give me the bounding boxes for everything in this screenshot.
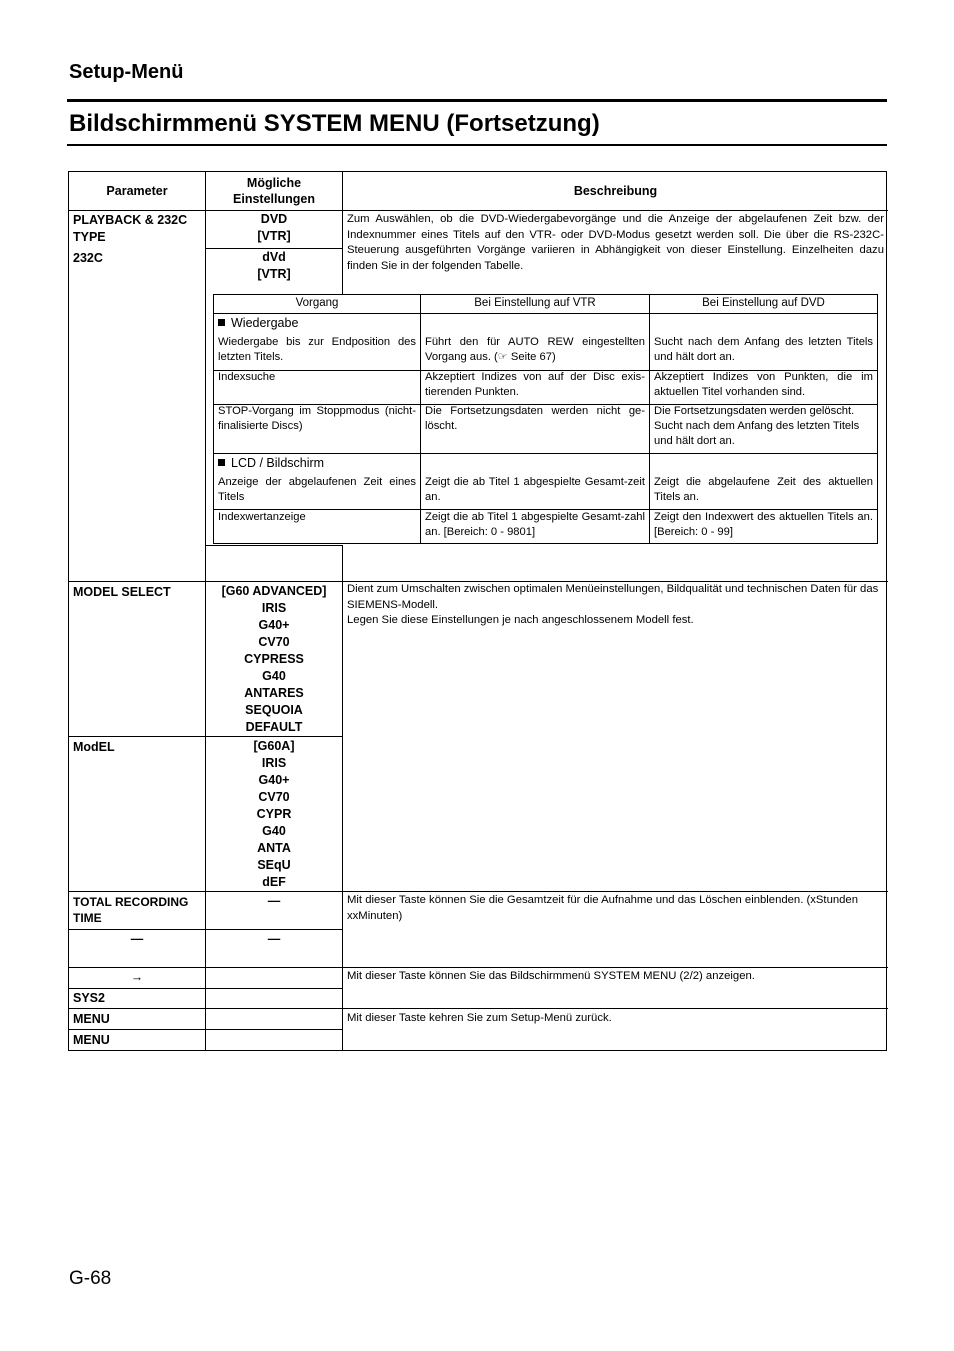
subheader-vtr: Bei Einstellung auf VTR xyxy=(474,297,596,309)
setting-option: DVD xyxy=(260,212,288,226)
desc-line: Dient zum Umschalten zwischen optimalen Menüeinstellungen, Bildqualität und technischen Daten für das SIEMENS-Modell. xyxy=(347,583,879,611)
dvd-cell: Zeigt die abgelaufene Zeit des aktuellen Titels an. xyxy=(654,476,873,503)
header-settings: Mögliche Einstellungen xyxy=(233,176,315,206)
param-menu-2: MENU xyxy=(73,1033,110,1047)
setting-option: ANTA xyxy=(257,841,291,855)
setting-option: dEF xyxy=(262,875,286,889)
vtr-cell: Zeigt die ab Titel 1 abgespielte Gesamt-zeit an. xyxy=(425,476,645,503)
page-number: G-68 xyxy=(69,1268,112,1289)
group-lcd-label: LCD / Bildschirm xyxy=(231,456,325,470)
setting-option: CV70 xyxy=(258,635,290,649)
param-model: ModEL xyxy=(73,740,115,754)
settings-dash: — xyxy=(267,932,281,946)
setting-option: [G60 ADVANCED] xyxy=(221,584,327,598)
vtr-cell: Führt den für AUTO REW eingestellten Vorgang aus. (☞ Seite 67) xyxy=(425,336,645,363)
setting-option: G40+ xyxy=(258,618,290,632)
group-lcd xyxy=(214,455,420,471)
param-232c: 232C xyxy=(73,251,103,265)
setting-option: SEQUOIA xyxy=(245,703,303,717)
desc-model-select xyxy=(343,580,888,631)
settings-232c xyxy=(206,248,342,283)
subheader-operation: Vorgang xyxy=(295,297,339,309)
square-bullet-icon xyxy=(218,459,225,466)
param-total-recording-time: TOTAL RECORDING TIME xyxy=(73,895,189,925)
settings-playback xyxy=(206,210,342,245)
setting-option: CYPRESS xyxy=(244,652,304,666)
setting-option: CYPR xyxy=(256,807,292,821)
op-cell: Indexwertanzeige xyxy=(218,511,306,523)
op-cell: Indexsuche xyxy=(218,371,276,383)
param-sys2: SYS2 xyxy=(73,991,105,1005)
page-title: Bildschirmmenü SYSTEM MENU (Fortsetzung) xyxy=(69,110,600,137)
header-parameter: Parameter xyxy=(106,183,168,198)
desc-line: Legen Sie diese Einstellungen je nach angeschlossenem Modell fest. xyxy=(347,614,694,626)
op-cell: Anzeige der abgelaufenen Zeit eines Titels xyxy=(218,476,416,503)
vtr-dvd-behavior-table xyxy=(213,294,878,544)
vtr-cell: Zeigt die ab Titel 1 abgespielte Gesamt-zahl an. [Bereich: 0 - 9801] xyxy=(425,511,645,538)
setting-option: CV70 xyxy=(258,790,290,804)
setting-option: G40 xyxy=(262,824,286,838)
dvd-cell: Die Fortsetzungsdaten werden gelöscht. Sucht nach dem Anfang des letzten Titels und hält dort an. xyxy=(654,405,860,447)
dvd-cell: Sucht nach dem Anfang des letzten Titels und hält dort an. xyxy=(654,336,873,363)
param-menu: MENU xyxy=(73,1012,110,1026)
dvd-cell: Akzeptiert Indizes von Punkten, die im aktuellen Titel vorhanden sind. xyxy=(654,371,873,398)
desc-total-recording-time: Mit dieser Taste können Sie die Gesamtzeit für die Aufnahme und das Löschen einblenden. (xStunden xxMinuten) xyxy=(347,894,858,922)
param-model-select: MODEL SELECT xyxy=(73,585,171,599)
setting-option: G40 xyxy=(262,669,286,683)
subheader-dvd: Bei Einstellung auf DVD xyxy=(702,297,825,309)
group-playback xyxy=(214,315,420,331)
desc-playback: Zum Auswählen, ob die DVD-Wiedergabevorgänge und die Anzeige der abgelaufenen Zeit bzw. der Indexnummer eines Titels auf den VTR- oder DVD-Modus gesetzt werden soll. Die über die RS-232C-Steuerung ausgeführten Vorgänge variieren in Abhängigkeit von dieser Einstellung. Einzelheiten dazu finden Sie in der folgenden Tabelle. xyxy=(347,213,884,272)
setting-option: IRIS xyxy=(261,756,287,770)
op-cell: STOP-Vorgang im Stoppmodus (nicht-finalisierte Discs) xyxy=(218,405,416,432)
op-cell: Wiedergabe bis zur Endposition des letzten Titels. xyxy=(218,336,416,363)
square-bullet-icon xyxy=(218,319,225,326)
setting-option: IRIS xyxy=(261,601,287,615)
setting-option: SEqU xyxy=(257,858,291,872)
group-playback-label: Wiedergabe xyxy=(231,316,299,330)
dvd-cell: Zeigt den Indexwert des aktuellen Titels an. [Bereich: 0 - 99] xyxy=(654,511,873,538)
setting-option: dVd xyxy=(262,250,286,264)
desc-menu: Mit dieser Taste kehren Sie zum Setup-Menü zurück. xyxy=(347,1012,612,1024)
setting-option: [G60A] xyxy=(253,739,295,753)
setting-option: ANTARES xyxy=(244,686,304,700)
settings-total: — xyxy=(267,894,281,908)
arrow-right-icon: → xyxy=(130,970,144,984)
param-playback-232c-type: PLAYBACK & 232C TYPE xyxy=(73,213,188,244)
header-description: Beschreibung xyxy=(573,183,658,198)
setting-option: [VTR] xyxy=(257,267,291,281)
vtr-cell: Die Fortsetzungsdaten werden nicht ge-löscht. xyxy=(425,405,645,432)
setting-option: G40+ xyxy=(258,773,290,787)
vtr-cell: Akzeptiert Indizes von auf der Disc exis-tierenden Punkten. xyxy=(425,371,645,398)
settings-model-select xyxy=(206,582,342,736)
top-rule xyxy=(67,99,887,102)
section-title: Setup-Menü xyxy=(69,61,184,83)
setting-option: [VTR] xyxy=(257,229,291,243)
title-rule xyxy=(67,144,887,146)
param-dash: — xyxy=(130,932,144,946)
setting-option: DEFAULT xyxy=(245,720,303,734)
desc-arrow: Mit dieser Taste können Sie das Bildschirmmenü SYSTEM MENU (2/2) anzeigen. xyxy=(347,970,755,982)
settings-model xyxy=(206,737,342,891)
